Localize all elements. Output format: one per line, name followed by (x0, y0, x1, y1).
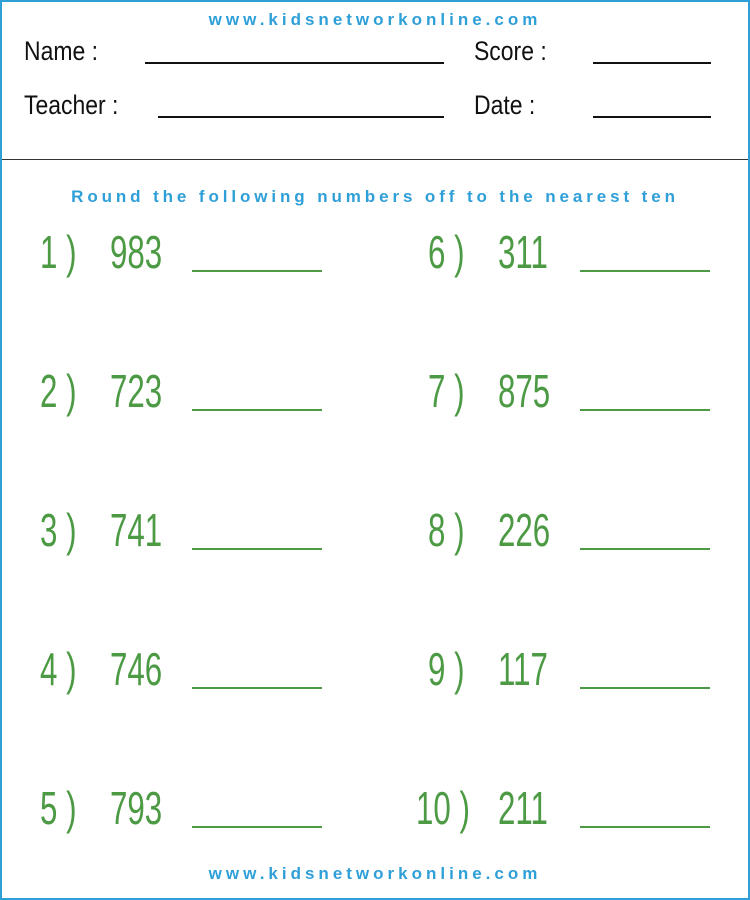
problem-10 (416, 780, 746, 850)
problem-number: 211 (498, 782, 548, 834)
problem-index: 1 ) (40, 226, 77, 278)
date-label: Date : (474, 90, 536, 120)
problem-9 (428, 641, 750, 711)
answer-line[interactable] (192, 270, 322, 272)
problem-2 (40, 363, 370, 433)
problem-number: 875 (498, 365, 551, 417)
problem-8 (428, 502, 750, 572)
problem-7 (428, 363, 750, 433)
problem-number: 226 (498, 504, 551, 556)
problem-index: 7 ) (428, 365, 465, 417)
problem-3 (40, 502, 370, 572)
header-divider (2, 159, 748, 160)
problem-number: 117 (498, 643, 548, 695)
problem-number: 983 (110, 226, 163, 278)
answer-line[interactable] (192, 548, 322, 550)
problem-number: 311 (498, 226, 548, 278)
answer-line[interactable] (192, 687, 322, 689)
problem-number: 741 (110, 504, 163, 556)
problem-index: 9 ) (428, 643, 465, 695)
problem-index: 8 ) (428, 504, 465, 556)
date-line (593, 116, 711, 118)
answer-line[interactable] (192, 409, 322, 411)
teacher-label: Teacher : (24, 90, 119, 120)
problem-index: 2 ) (40, 365, 77, 417)
footer-website: www.kidsnetworkonline.com (208, 864, 542, 883)
answer-line[interactable] (580, 409, 710, 411)
problem-index: 6 ) (428, 226, 465, 278)
answer-line[interactable] (580, 687, 710, 689)
answer-line[interactable] (580, 548, 710, 550)
instructions: Round the following numbers off to the nearest ten (71, 187, 679, 206)
answer-line[interactable] (192, 826, 322, 828)
answer-line[interactable] (580, 270, 710, 272)
problem-number: 793 (110, 782, 163, 834)
score-label: Score : (474, 36, 547, 66)
problem-number: 723 (110, 365, 163, 417)
problem-index: 3 ) (40, 504, 77, 556)
problem-4 (40, 641, 370, 711)
teacher-line (158, 116, 444, 118)
problem-number: 746 (110, 643, 163, 695)
problem-index: 10 ) (416, 782, 470, 834)
score-line (593, 62, 711, 64)
problem-6 (428, 224, 750, 294)
problem-index: 5 ) (40, 782, 77, 834)
problem-1 (40, 224, 370, 294)
problem-index: 4 ) (40, 643, 77, 695)
name-line (145, 62, 444, 64)
name-label: Name : (24, 36, 98, 66)
answer-line[interactable] (580, 826, 710, 828)
header-website: www.kidsnetworkonline.com (208, 10, 542, 29)
problem-5 (40, 780, 370, 850)
